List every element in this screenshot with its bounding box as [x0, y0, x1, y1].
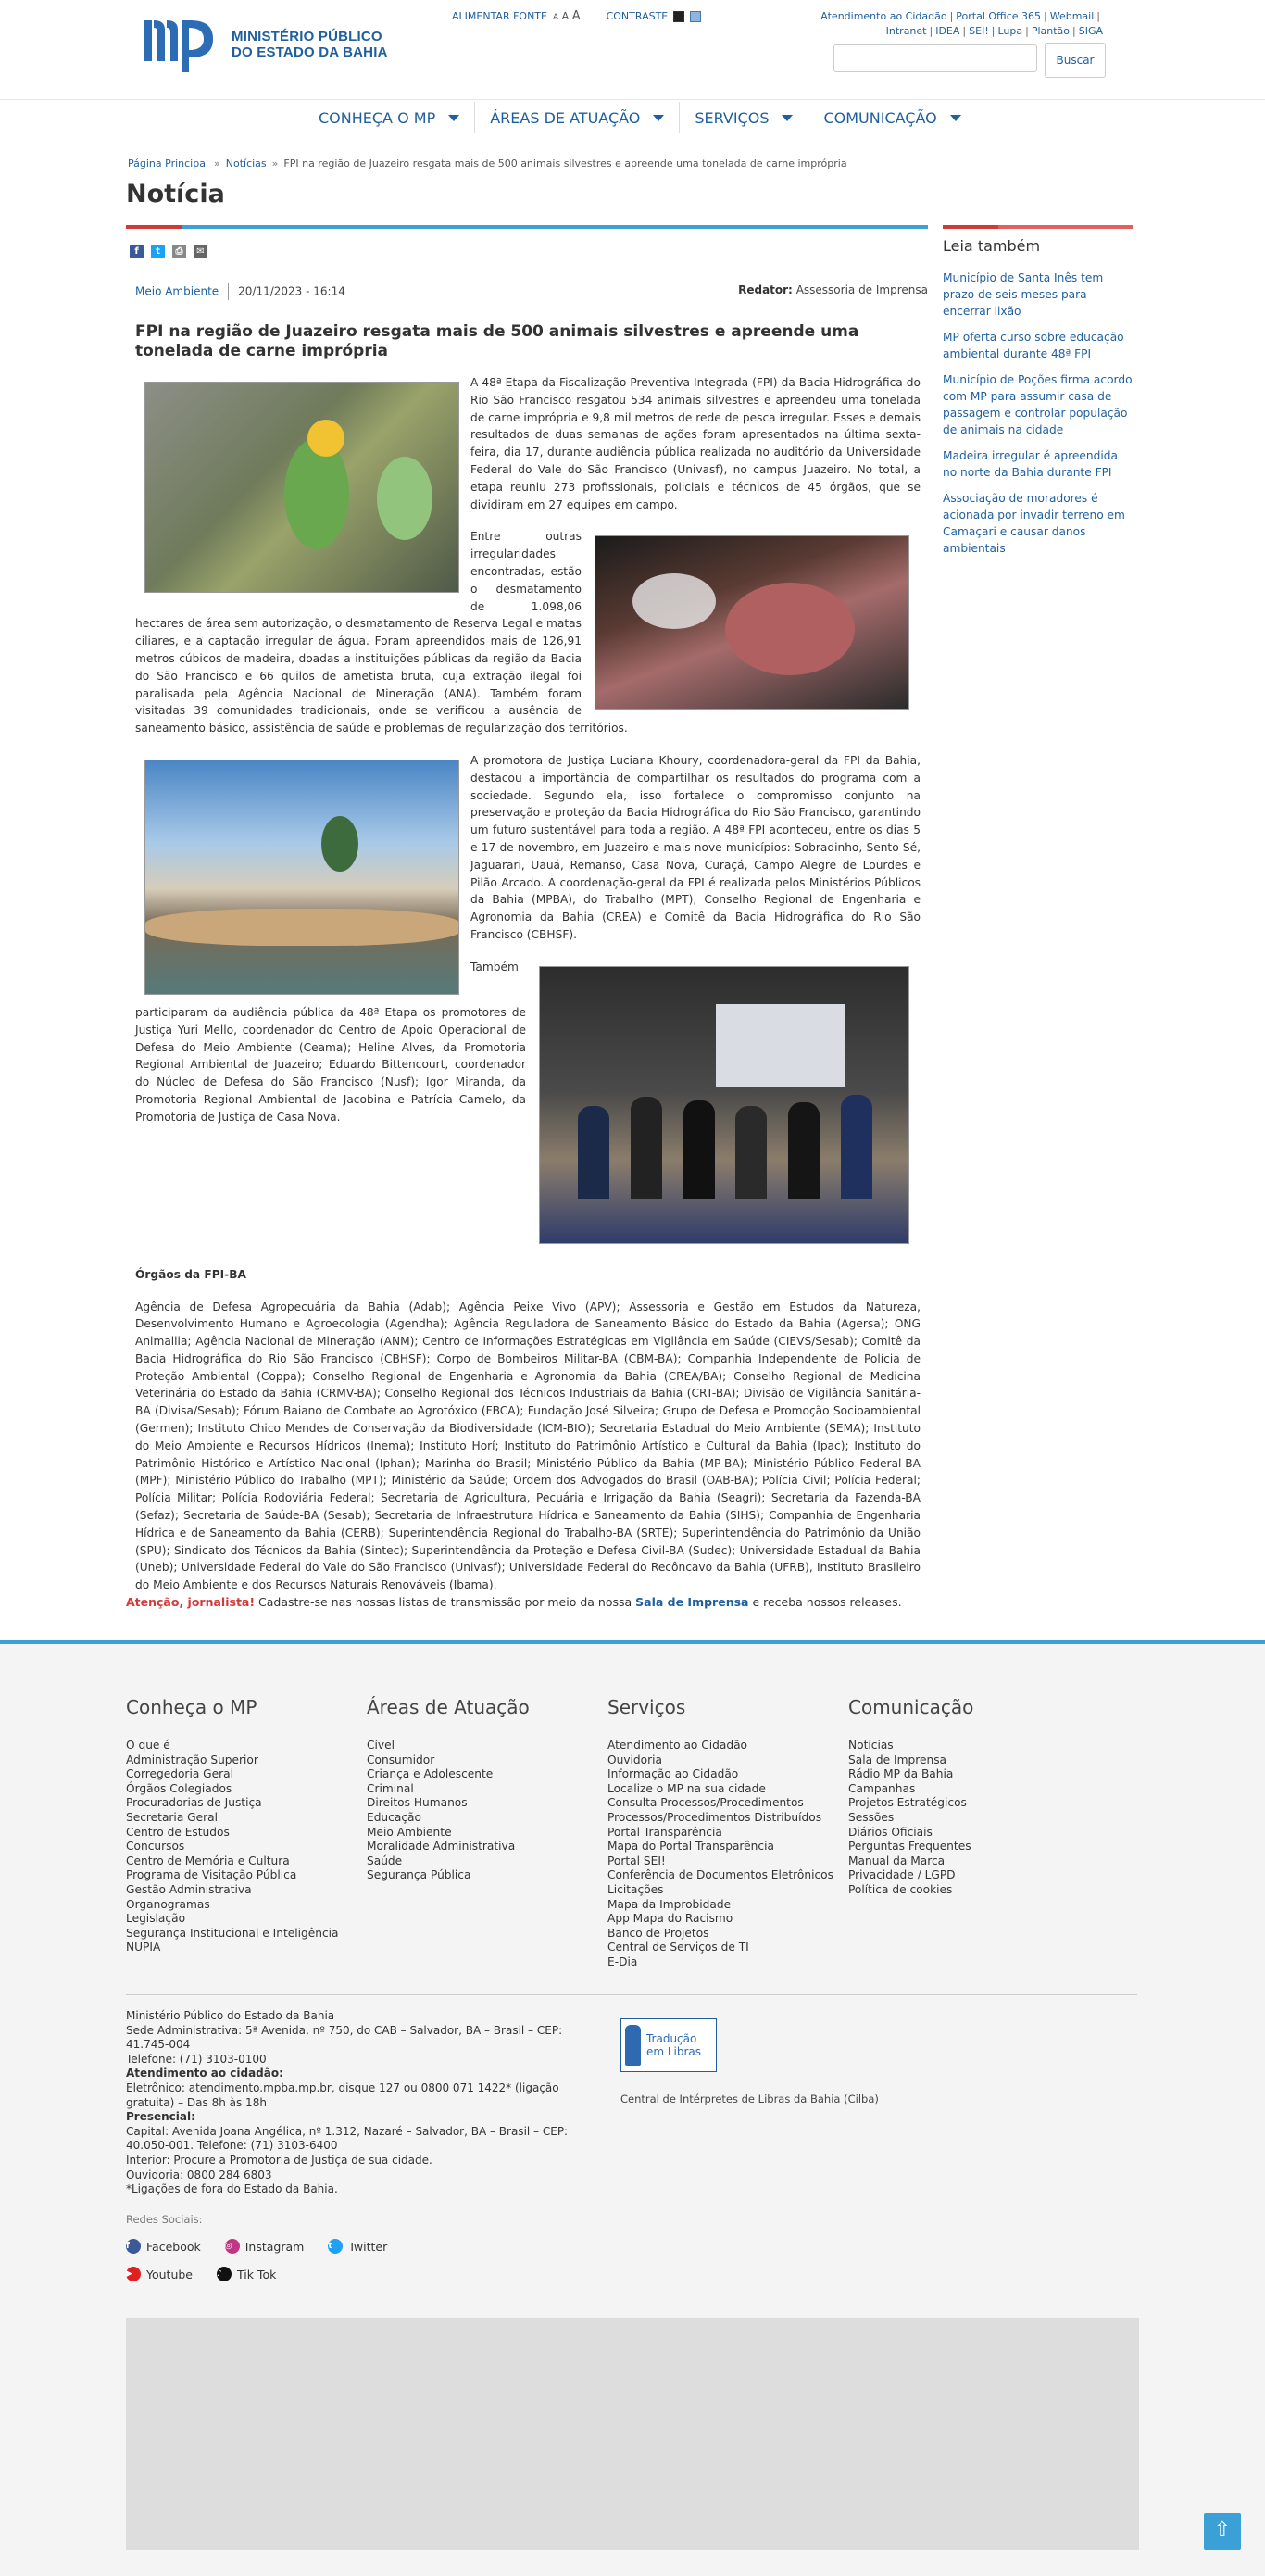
footer-link[interactable]: Rádio MP da Bahia — [848, 1767, 954, 1781]
font-size-label: ALIMENTAR FONTE — [452, 10, 547, 22]
font-large-button[interactable]: A — [571, 9, 581, 23]
contrast-label: CONTRASTE — [606, 10, 669, 22]
footer-link[interactable]: Diários Oficiais — [848, 1825, 933, 1839]
hand-icon — [625, 2025, 641, 2066]
font-medium-button[interactable]: A — [561, 10, 570, 22]
social-label: Redes Sociais: — [126, 2213, 203, 2226]
toplink-sei[interactable]: SEI! — [969, 25, 989, 37]
address-atend-label: Atendimento ao cidadão: — [126, 2067, 283, 2080]
sidebar-divider — [943, 225, 1133, 229]
footer-link[interactable]: Notícias — [848, 1739, 894, 1752]
footer-link[interactable]: Campanhas — [848, 1781, 916, 1795]
address-atend: Eletrônico: atendimento.mpba.mp.br, disque 127 ou 0800 071 1422* (ligação gratuita) – Das 8h às 18h — [126, 2080, 559, 2109]
footer-link[interactable]: Meio Ambiente — [367, 1825, 452, 1839]
breadcrumb: Página Principal » Notícias » FPI na região de Juazeiro resgata mais de 500 animais silvestres e apreende uma tonelada de carne imprópria — [128, 157, 847, 170]
nav-label: SERVIÇOS — [695, 108, 770, 127]
footer-link[interactable]: Centro de Estudos — [126, 1825, 230, 1839]
nav-comunicacao[interactable] — [820, 102, 975, 133]
social-tiktok[interactable] — [217, 2267, 276, 2281]
footer-link[interactable]: Gestão Administrativa — [126, 1882, 252, 1896]
footer-link[interactable]: Programa de Visitação Pública — [126, 1868, 297, 1882]
footer-link[interactable]: Procuradorias de Justiça — [126, 1796, 262, 1810]
breadcrumb-home[interactable]: Página Principal — [128, 157, 209, 170]
footer-link[interactable]: Portal SEI! — [607, 1853, 666, 1867]
footer-divider — [126, 1994, 1137, 1995]
footer-link[interactable]: Concursos — [126, 1840, 185, 1853]
back-to-top-button[interactable] — [1204, 2513, 1241, 2550]
footer-link[interactable]: Banco de Projetos — [607, 1926, 709, 1940]
site-footer — [0, 1640, 1265, 2576]
redator-label: Redator: — [738, 283, 793, 296]
breadcrumb-current: FPI na região de Juazeiro resgata mais de 500 animais silvestres e apreende uma tonelada de carne imprópria — [283, 157, 847, 170]
footer-link[interactable]: NUPIA — [126, 1941, 161, 1954]
related-news-link[interactable]: Associação de moradores é acionada por invadir terreno em Camaçari e causar danos ambientais — [943, 492, 1125, 555]
footer-link[interactable]: Secretaria Geral — [126, 1810, 218, 1824]
footer-address — [126, 2009, 607, 2197]
site-logo[interactable] — [141, 11, 388, 78]
mp-logo-icon — [141, 11, 226, 78]
footer-link[interactable]: Direitos Humanos — [367, 1796, 468, 1810]
social-instagram[interactable] — [225, 2239, 305, 2254]
facebook-icon: f — [126, 2239, 141, 2254]
footer-link[interactable]: Privacidade / LGPD — [848, 1868, 956, 1882]
article-category[interactable]: Meio Ambiente — [135, 284, 219, 298]
footer-link[interactable]: App Mapa do Racismo — [607, 1912, 733, 1926]
footer-link[interactable]: Portal Transparência — [607, 1825, 722, 1839]
parrot-photo[interactable] — [144, 382, 459, 593]
font-size-controls — [553, 9, 581, 23]
footer-link[interactable]: Centro de Memória e Cultura — [126, 1853, 290, 1867]
share-bar — [130, 245, 207, 258]
footer-link[interactable]: Mapa do Portal Transparência — [607, 1840, 774, 1853]
logo-line-1: MINISTÉRIO PÚBLICO — [232, 29, 382, 44]
contrast-dark-button[interactable] — [673, 11, 684, 22]
article-date: 20/11/2023 - 16:14 — [238, 284, 345, 298]
footer-link[interactable]: Órgãos Colegiados — [126, 1781, 232, 1795]
article-paragraph-2: Entre outras irregularidades encontradas, estão o desmatamento de 1.098,06 hectares de área sem autorização, o desmatamento de Reserva Legal e matas ciliares, e a captação irregular de água. Foram apreendidos mais de 126,91 metros cúbicos de madeira, doadas a instituições públicas da região da Bacia do São Francisco e 66 quilos de ametista bruta, cuja extração ilegal foi paralisada pela Agência Nacional de Mineração (ANA). Também foram visitadas 39 comunidades tradicionais, onde se verificou a ausência de saneamento básico, assistência de saúde e problemas de regularização dos territórios. — [135, 530, 628, 735]
article-meta — [135, 283, 928, 300]
tiktok-icon: ♪ — [217, 2267, 232, 2281]
footer-link[interactable]: Consulta Processos/Procedimentos — [607, 1796, 804, 1810]
footer-link[interactable]: Informação ao Cidadão — [607, 1767, 739, 1781]
redator-name: Assessoria de Imprensa — [795, 283, 928, 296]
nav-conheca[interactable] — [315, 102, 475, 133]
orgaos-title: Órgãos da FPI-BA — [135, 1267, 246, 1281]
email-icon[interactable]: ✉ — [194, 245, 207, 258]
footer-link[interactable]: Saúde — [367, 1853, 403, 1867]
social-facebook[interactable] — [126, 2239, 201, 2254]
footer-link[interactable]: Moralidade Administrativa — [367, 1840, 516, 1853]
social-youtube[interactable] — [126, 2267, 193, 2281]
logo-line-2: DO ESTADO DA BAHIA — [232, 44, 388, 60]
nav-areas[interactable] — [486, 102, 680, 133]
accessibility-bar — [452, 9, 701, 23]
footer-link[interactable]: Atendimento ao Cidadão — [607, 1739, 748, 1752]
breadcrumb-section[interactable]: Notícias — [225, 157, 267, 170]
search-button[interactable]: Buscar — [1045, 43, 1106, 78]
footer-link[interactable]: Conferência de Documentos Eletrônicos — [607, 1868, 833, 1882]
related-news-link[interactable]: Município de Poções firma acordo com MP para assumir casa de passagem e controlar população de animais na cidade — [943, 373, 1133, 436]
social-name: Youtube — [146, 2267, 193, 2281]
footer-col-title: Áreas de Atuação — [367, 1696, 530, 1718]
footer-link[interactable]: Segurança Pública — [367, 1868, 471, 1882]
related-news-link[interactable]: Município de Santa Inês tem prazo de seis meses para encerrar lixão — [943, 271, 1104, 318]
related-news-sidebar — [943, 237, 1133, 566]
chevron-down-icon — [653, 115, 664, 121]
footer-col-title: Serviços — [607, 1696, 686, 1718]
print-icon[interactable]: ⎙ — [172, 245, 186, 258]
top-links: Atendimento ao Cidadão | Portal Office 365 | Webmail | Intranet | IDEA | SEI! | Lupa | Plantão | SIGA — [820, 10, 1103, 37]
article-headline: FPI na região de Juazeiro resgata mais de 500 animais silvestres e apreende uma tonelada de carne imprópria — [135, 322, 859, 360]
footer-link[interactable]: Perguntas Frequentes — [848, 1840, 971, 1853]
footer-link[interactable]: Central de Serviços de TI — [607, 1941, 749, 1954]
address-interior: Interior: Procure a Promotoria de Justiça de sua cidade. — [126, 2153, 432, 2167]
footer-link[interactable]: Administração Superior — [126, 1753, 258, 1766]
twitter-share-icon[interactable]: t — [151, 245, 165, 258]
footer-link[interactable]: Legislação — [126, 1912, 186, 1926]
social-name: Facebook — [146, 2239, 201, 2254]
article-body — [135, 374, 921, 1609]
social-name: Tik Tok — [237, 2267, 277, 2281]
footer-link[interactable]: Política de cookies — [848, 1882, 953, 1896]
footer-col-servicos — [607, 1696, 848, 1970]
related-news-link[interactable]: MP oferta curso sobre educação ambiental durante 48ª FPI — [943, 331, 1124, 360]
libras-button[interactable] — [620, 2018, 717, 2072]
nav-label: CONHEÇA O MP — [319, 108, 436, 127]
nav-servicos[interactable] — [691, 102, 808, 133]
toplink-plantao[interactable]: Plantão — [1031, 25, 1070, 37]
social-name: Twitter — [348, 2239, 388, 2254]
press-room-link[interactable]: Sala de Imprensa — [635, 1595, 749, 1609]
footer-link[interactable]: Localize o MP na sua cidade — [607, 1781, 766, 1795]
chevron-down-icon — [448, 115, 459, 121]
footer-link[interactable]: Criminal — [367, 1781, 414, 1795]
address-ouvidoria: Ouvidoria: 0800 284 6803 — [126, 2168, 272, 2181]
meat-inspection-photo[interactable] — [595, 535, 909, 710]
map-embed[interactable] — [126, 2318, 1139, 2550]
article-paragraph-3: A promotora de Justiça Luciana Khoury, coordenadora-geral da FPI da Bahia, destacou a importância de compartilhar os resultados do programa com a sociedade. Segundo ela, isso fortalece o compromisso conjunto na preservação e proteção da Bacia Hidrográfica do Rio São Francisco, garantindo um futuro sustentável para toda a região. A 48ª FPI aconteceu, entre os dias 5 e 17 de novembro, em Juazeiro e mais nove municípios: Sobradinho, Sento Sé, Jaguarari, Uauá, Remanso, Casa Nova, Curaçá, Campo Alegre de Lourdes e Pilão Arcado. A coordenação-geral da FPI é realizada pelos Ministérios Públicos da Bahia (MPBA), do Trabalho (MPT), Conselho Regional de Engenharia e Agronomia da Bahia (CREA) e Comitê da Bacia Hidrográfica do Rio São Francisco (CBHSF). — [470, 753, 921, 941]
footer-link[interactable]: Segurança Institucional e Inteligência — [126, 1926, 339, 1940]
footer-link[interactable]: Sessões — [848, 1810, 895, 1824]
footer-col-conheca — [126, 1696, 367, 1970]
toplink-atendimento[interactable]: Atendimento ao Cidadão — [820, 10, 947, 22]
footer-link[interactable]: Cível — [367, 1739, 395, 1752]
footer-link[interactable]: Ouvidoria — [607, 1753, 662, 1766]
libras-widget — [620, 2018, 879, 2105]
twitter-icon: t — [328, 2239, 343, 2254]
footer-link[interactable]: O que é — [126, 1739, 170, 1752]
libras-label: Tradução em Libras — [645, 2032, 702, 2058]
address-note: *Ligações de fora do Estado da Bahia. — [126, 2182, 338, 2196]
article-paragraph-1: A 48ª Etapa da Fiscalização Preventiva Integrada (FPI) da Bacia Hidrográfica do Rio São Francisco resgatou 534 animais silvestres e apreendeu uma tonelada de carne imprópria e 9,8 mil metros de rede de pesca irregular. Esses e demais resultados de duas semanas de ações foram apresentados na última sexta-feira, dia 17, durante audiência pública realizada no auditório da Universidade Federal do Vale do São Francisco (Univasf), no campus Juazeiro. No total, a etapa reuniu 273 profissionais, policiais e técnicos de 45 órgãos, que se dividiram em 27 equipes em campo. — [470, 376, 921, 511]
arrow-up-icon: ⇧ — [1213, 2519, 1232, 2542]
related-news-link[interactable]: Madeira irregular é apreendida no norte da Bahia durante FPI — [943, 449, 1118, 479]
social-name: Instagram — [244, 2239, 305, 2254]
social-links — [126, 2213, 387, 2281]
nav-label: ÁREAS DE ATUAÇÃO — [490, 108, 641, 127]
toplink-webmail[interactable]: Webmail — [1049, 10, 1095, 22]
projection-screen — [716, 1004, 845, 1087]
contrast-light-button[interactable] — [690, 11, 701, 22]
toplink-office365[interactable]: Portal Office 365 — [956, 10, 1041, 22]
footer-link[interactable]: Mapa da Improbidade — [607, 1897, 732, 1911]
footer-col-title: Comunicação — [848, 1696, 974, 1718]
nav-label: COMUNICAÇÃO — [823, 108, 937, 127]
alert-tail: e receba nossos releases. — [748, 1595, 902, 1609]
page-title: Notícia — [126, 180, 225, 208]
toplink-intranet[interactable]: Intranet — [885, 25, 927, 37]
group-event-photo[interactable] — [539, 966, 909, 1244]
chevron-down-icon — [950, 115, 961, 121]
social-twitter[interactable] — [328, 2239, 387, 2254]
logo-text — [232, 29, 388, 60]
address-sede: Sede Administrativa: 5ª Avenida, nº 750, do CAB – Salvador, BA – Brasil – CEP: 41.745-004 — [126, 2023, 563, 2052]
footer-col-comunicacao — [848, 1696, 1089, 1970]
search-input[interactable] — [833, 44, 1037, 72]
toplink-lupa[interactable]: Lupa — [997, 25, 1023, 37]
footer-link[interactable]: Manual da Marca — [848, 1853, 946, 1867]
river-boats-photo[interactable] — [144, 760, 459, 995]
footer-link[interactable]: Projetos Estratégicos — [848, 1796, 967, 1810]
footer-link[interactable]: Corregedoria Geral — [126, 1767, 233, 1781]
address-telefone: Telefone: (71) 3103-0100 — [126, 2052, 267, 2066]
font-small-button[interactable]: A — [552, 13, 559, 22]
alert-text: Cadastre-se nas nossas listas de transmissão por meio da nossa — [255, 1595, 636, 1609]
youtube-icon: ▶ — [126, 2267, 141, 2281]
press-alert — [126, 1595, 902, 1609]
footer-link[interactable]: Organogramas — [126, 1897, 210, 1911]
facebook-share-icon[interactable]: f — [130, 245, 144, 258]
sidebar-title: Leia também — [943, 237, 1041, 255]
footer-link[interactable]: Licitações — [607, 1882, 664, 1896]
footer-link[interactable]: Consumidor — [367, 1753, 435, 1766]
libras-caption: Central de Intérpretes de Libras da Bahia (Cilba) — [620, 2092, 879, 2105]
footer-link[interactable]: Processos/Procedimentos Distribuídos — [607, 1810, 822, 1824]
footer-link[interactable]: Criança e Adolescente — [367, 1767, 494, 1781]
title-divider — [126, 225, 928, 229]
instagram-icon: ◎ — [225, 2239, 240, 2254]
footer-link[interactable]: Educação — [367, 1810, 421, 1824]
address-name: Ministério Público do Estado da Bahia — [126, 2009, 335, 2022]
toplink-idea[interactable]: IDEA — [935, 25, 960, 37]
chevron-down-icon — [782, 115, 793, 121]
address-pres-label: Presencial: — [126, 2110, 195, 2124]
article-paragraph-4: Também participaram da audiência pública da 48ª Etapa os promotores de Justiça Yuri Mello, coordenador do Centro de Apoio Operacional de Defesa do Meio Ambiente (Ceama); Heline Alves, da Promotoria Regional Ambiental de Juazeiro; Eduardo Bittencourt, coordenador do Núcleo de Defesa do São Francisco (Nusf); Igor Miranda, da Promotoria Regional Ambiental de Jacobina e Patrícia Camelo, da Promotoria de Justiça de Casa Nova. — [135, 960, 526, 1124]
footer-col-areas — [367, 1696, 607, 1970]
address-capital: Capital: Avenida Joana Angélica, nº 1.312, Nazaré – Salvador, BA – Brasil – CEP: 40.050-001. Telefone: (71) 3103-6400 — [126, 2124, 569, 2153]
footer-col-title: Conheça o MP — [126, 1696, 257, 1718]
footer-columns — [126, 1696, 1089, 1970]
footer-link[interactable]: E-Dia — [607, 1954, 638, 1968]
footer-link[interactable]: Sala de Imprensa — [848, 1753, 947, 1766]
people-group — [568, 1097, 883, 1199]
main-nav — [315, 102, 987, 133]
article-redator — [738, 283, 928, 296]
site-header — [0, 0, 1265, 100]
toplink-siga[interactable]: SIGA — [1078, 25, 1103, 37]
orgaos-list: Agência de Defesa Agropecuária da Bahia (Adab); Agência Peixe Vivo (APV); Assessoria e Gestão em Estudos da Natureza, Desenvolvimento Humano e Agroecologia (Agendha); Agência Reguladora de Saneamento Básico do Estado da Bahia (Agersa); ONG Animallia; Agência Nacional de Mineração (ANM); Centro de Informações Estratégicas em Vigilância em Saúde (CIEVS/Sesab); Comitê da Bacia Hidrográfica do Rio São Francisco (CBHSF); Corpo de Bombeiros Militar-BA (CBM-BA); Companhia Independente de Polícia de Proteção Ambiental (Coppa); Conselho Regional de Engenharia e Agronomia da Bahia (CREA/BA); Conselho Regional de Medicina Veterinária do Estado da Bahia (CRMV-BA); Conselho Regional dos Técnicos Industriais da Bahia (CRT-BA); Divisão de Vigilância Sanitária-BA (Divisa/Sesab); Fórum Baiano de Combate ao Agrotóxico (FBCA); Fundação José Silveira; Grupo de Defesa e Promoção Socioambiental (Germen); Instituto Chico Mendes de Conservação da Biodiversidade (ICM-BIO); Secretaria Estadual do Meio Ambiente (SEMA); Instituto do Meio Ambiente e Recursos Hídricos (Inema); Instituto Horí; Instituto do Patrimônio Artístico e Cultural da Bahia (Ipac); Instituto do Patrimônio Histórico e Artístico Nacional (Iphan); Marinha do Brasil; Ministério Público da Bahia (MP-BA); Ministério Público Federal-BA (MPF); Ministério Público do Trabalho (MPT); Ministério da Saúde; Ordem dos Advogados do Brasil (OAB-BA); Polícia Civil; Polícia Federal; Polícia Militar; Polícia Rodoviária Federal; Secretaria de Agricultura, Pecuária e Irrigação da Bahia (Seagri); Secretaria da Fazenda-BA (Sefaz); Secretaria de Saúde-BA (Sesab); Secretaria de Infraestrutura Hídrica e Saneamento da Bahia (SIHS); Companhia de Engenharia Hídrica e de Saneamento da Bahia (CERB); Superintendência Regional do Trabalho-BA (SRTE); Superintendência do Patrimônio da União (SPU); Sindicato dos Técnicos da Bahia (Sintec); Superintendência da Proteção e Defesa Civil-BA (Sudec); Universidade Estadual da Bahia (Uneb); Universidade Federal do Vale do São Francisco (Univasf); Universidade Federal do Recôncavo da Bahia (UFRB), Instituto Brasileiro do Meio Ambiente e dos Recursos Naturais Renováveis (Ibama). — [135, 1300, 921, 1592]
alert-strong: Atenção, jornalista! — [126, 1595, 256, 1609]
